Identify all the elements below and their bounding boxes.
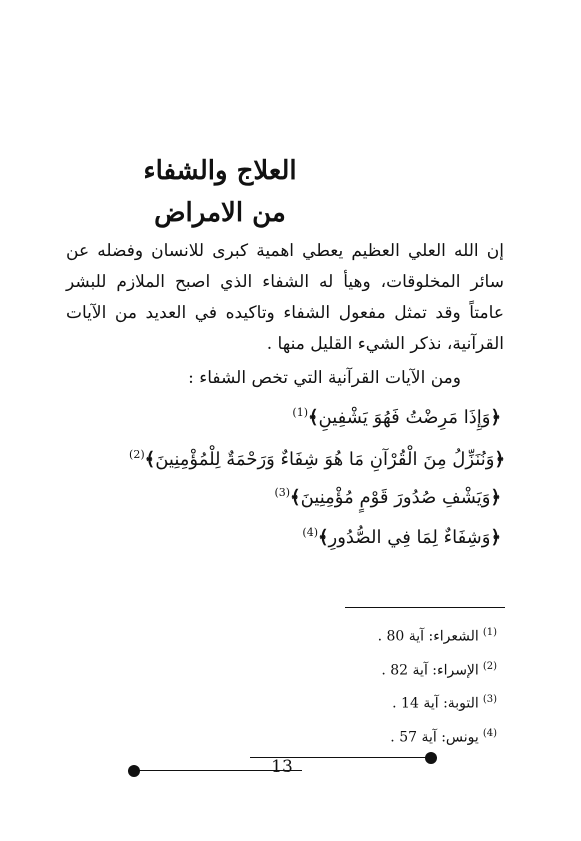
verse-close-bracket: ﴾ bbox=[144, 449, 156, 470]
verse-close-bracket: ﴾ bbox=[290, 487, 301, 508]
footnote-marker: (1) bbox=[292, 406, 308, 419]
footnote-text: الشعراء: آية 80 . bbox=[377, 628, 479, 645]
verse-close-bracket: ﴾ bbox=[318, 527, 329, 548]
footnote-4 bbox=[378, 719, 497, 753]
footnote-marker: (4) bbox=[302, 526, 318, 539]
footer-dot-left bbox=[128, 765, 140, 777]
verse-open-bracket: ﴿ bbox=[490, 527, 501, 548]
verses-intro: ومن الآيات القرآنية التي تخص الشفاء : bbox=[188, 368, 461, 388]
verse-open-bracket: ﴿ bbox=[490, 487, 501, 508]
footnote-3 bbox=[378, 685, 497, 719]
footnote-number: (1) bbox=[482, 627, 497, 638]
footnote-marker: (3) bbox=[274, 486, 291, 499]
verse-1 bbox=[292, 398, 501, 433]
title-line-1: العلاج والشفاء bbox=[143, 156, 297, 186]
verse-text: وَإِذَا مَرِضْتُ فَهُوَ يَشْفِينِ bbox=[318, 407, 491, 428]
footnote-text: التوبة: آية 14 . bbox=[392, 695, 479, 712]
verse-text: وَنُنَزِّلُ مِنَ الْقُرْآنِ مَا هُوَ شِفَاءٌ وَرَحْمَةٌ لِلْمُؤْمِنِينَ bbox=[155, 449, 495, 470]
footer-dot-right bbox=[425, 752, 437, 764]
footnote-text: يونس: آية 57 . bbox=[390, 729, 479, 746]
intro-paragraph: إن الله العلي العظيم يعطي اهمية كبرى للانسان وفضله عن سائر المخلوقات، وهيأ له الشفاء الذي اصبح الملازم للبشر عامتاً وقد تمثل مفعول الشفاء وتاكيده في العديد من الآيات القرآنية، نذكر الشيء القليل منها . bbox=[66, 241, 504, 354]
footnote-divider bbox=[345, 607, 505, 608]
verse-close-bracket: ﴾ bbox=[307, 407, 319, 428]
verse-3 bbox=[274, 478, 501, 513]
verse-2 bbox=[129, 440, 505, 475]
footnote-marker: (2) bbox=[129, 448, 145, 461]
footnote-text: الإسراء: آية 82 . bbox=[381, 662, 479, 679]
verse-text: وَيَشْفِ صُدُورَ قَوْمٍ مُؤْمِنِينَ bbox=[300, 487, 491, 508]
chapter-title bbox=[60, 150, 380, 234]
verse-4 bbox=[302, 518, 501, 553]
body-text bbox=[66, 236, 504, 360]
verse-open-bracket: ﴿ bbox=[494, 449, 505, 470]
page-number: 13 bbox=[271, 757, 293, 777]
title-line-2: من الامراض bbox=[154, 198, 286, 228]
footnote-number: (2) bbox=[482, 660, 497, 672]
footnote-number: (3) bbox=[482, 694, 497, 706]
verse-text: وَشِفَاءٌ لِمَا فِي الصُّدُورِ bbox=[328, 527, 491, 548]
verse-open-bracket: ﴿ bbox=[490, 407, 501, 428]
footnote-number: (4) bbox=[482, 727, 497, 739]
footnotes bbox=[378, 618, 497, 753]
footnote-2 bbox=[378, 652, 497, 686]
footnote-1 bbox=[378, 618, 497, 652]
